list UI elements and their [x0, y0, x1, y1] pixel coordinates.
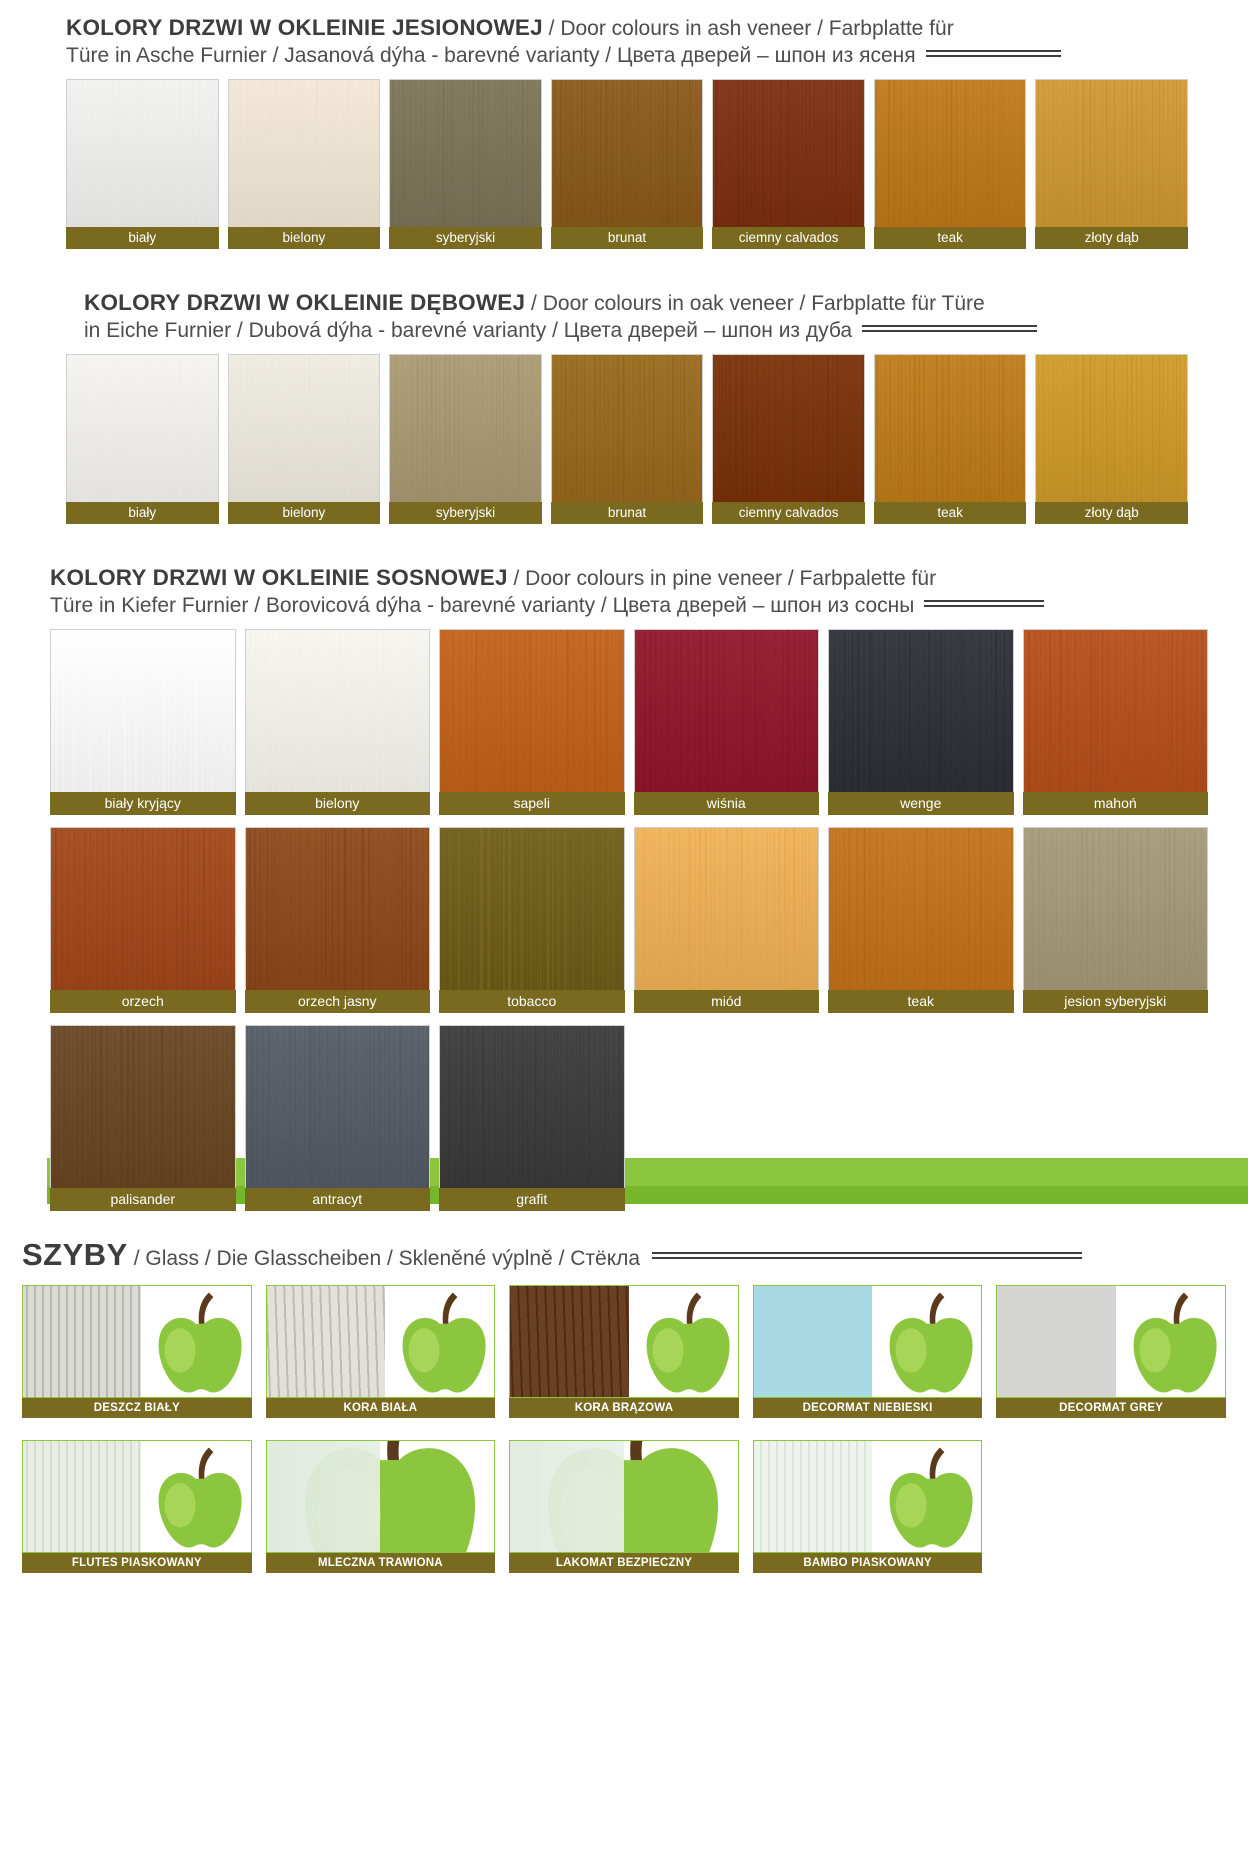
glass-subtitle: / Glass / Die Glasscheiben / Skleněné výplně / Стёкла — [127, 1247, 641, 1270]
pine-swatch-row-3 — [0, 1025, 1248, 1211]
colour-swatch — [1035, 354, 1188, 524]
colour-swatch — [66, 354, 219, 524]
swatch-label: orzech — [50, 990, 236, 1013]
swatch-sample — [50, 827, 236, 990]
section-oak-subtitle: / Door colours in oak veneer / Farbplatte für Türe — [525, 292, 985, 315]
swatch-sample — [439, 1025, 625, 1188]
glass-swatch — [22, 1285, 252, 1418]
swatch-label: tobacco — [439, 990, 625, 1013]
apple-illustration — [872, 1441, 981, 1552]
glass-swatch-label: KORA BIAŁA — [266, 1398, 496, 1418]
apple-photo-area — [872, 1441, 981, 1552]
swatch-sample — [712, 79, 865, 227]
swatch-label: bielony — [228, 502, 381, 524]
heading-line-2 — [66, 42, 1188, 69]
ash-swatch-row — [0, 79, 1248, 249]
glass-row-1 — [0, 1285, 1248, 1418]
apple-illustration — [141, 1286, 250, 1397]
swatch-sample — [634, 629, 820, 792]
colour-swatch — [245, 1025, 431, 1211]
swatch-sample — [551, 79, 704, 227]
glass-row-2 — [0, 1440, 1248, 1573]
colour-swatch — [874, 354, 1027, 524]
apple-illustration — [1116, 1286, 1225, 1397]
glass-pattern-overlay — [754, 1286, 872, 1397]
swatch-sample — [439, 629, 625, 792]
heading-rule — [926, 50, 1061, 57]
section-pine-title-line2: Türe in Kiefer Furnier / Borovicová dýha - barevné varianty / Цвета дверей – шпон из сосны — [50, 594, 915, 617]
swatch-label: grafit — [439, 1188, 625, 1211]
swatch-label: mahoń — [1023, 792, 1209, 815]
swatch-label: teak — [828, 990, 1014, 1013]
swatch-sample — [1035, 354, 1188, 502]
apple-photo-area — [141, 1441, 250, 1552]
glass-sample-image — [266, 1440, 496, 1553]
swatch-label: syberyjski — [389, 227, 542, 249]
colour-swatch — [245, 629, 431, 815]
swatch-label: sapeli — [439, 792, 625, 815]
heading-line-1 — [84, 289, 1188, 317]
glass-swatch-label: FLUTES PIASKOWANY — [22, 1553, 252, 1573]
swatch-spacer — [828, 1025, 1014, 1211]
glass-sample-image — [509, 1440, 739, 1553]
glass-sample-image — [753, 1285, 983, 1398]
swatch-sample — [874, 354, 1027, 502]
apple-illustration — [141, 1441, 250, 1552]
heading-line-1 — [66, 14, 1188, 42]
colour-swatch — [634, 629, 820, 815]
glass-pattern-overlay — [267, 1286, 385, 1397]
glass-sample-image — [996, 1285, 1226, 1398]
colour-swatch — [828, 629, 1014, 815]
swatch-label: wenge — [828, 792, 1014, 815]
section-pine-heading — [0, 564, 1248, 619]
glass-swatch — [22, 1440, 252, 1573]
swatch-sample — [874, 79, 1027, 227]
colour-swatch — [439, 1025, 625, 1211]
glass-sample-image — [22, 1285, 252, 1398]
swatch-label: bielony — [228, 227, 381, 249]
colour-swatch — [551, 79, 704, 249]
section-ash-title-line2: Türe in Asche Furnier / Jasanová dýha - barevné varianty / Цвета дверей – шпон из ясеня — [66, 44, 916, 67]
glass-sample-image — [509, 1285, 739, 1398]
section-oak — [0, 249, 1248, 524]
swatch-sample — [389, 354, 542, 502]
section-ash-heading — [0, 14, 1248, 69]
glass-swatch — [753, 1440, 983, 1573]
heading-line-1 — [50, 564, 1188, 592]
heading-rule — [862, 325, 1037, 332]
swatch-label: ciemny calvados — [712, 227, 865, 249]
section-pine-subtitle: / Door colours in pine veneer / Farbpalette für — [507, 567, 937, 590]
apple-photo-area — [385, 1286, 494, 1397]
glass-title: SZYBY — [22, 1237, 128, 1272]
glass-pattern-overlay — [754, 1441, 872, 1552]
swatch-label: brunat — [551, 227, 704, 249]
glass-sample-image — [266, 1285, 496, 1398]
glass-pattern-overlay — [510, 1286, 628, 1397]
swatch-label: biały — [66, 502, 219, 524]
swatch-sample — [828, 629, 1014, 792]
colour-swatch — [828, 827, 1014, 1013]
section-oak-title: KOLORY DRZWI W OKLEINIE DĘBOWEJ — [84, 290, 526, 315]
swatch-label: ciemny calvados — [712, 502, 865, 524]
swatch-label: miód — [634, 990, 820, 1013]
swatch-label: biały — [66, 227, 219, 249]
glass-swatch-label: DESZCZ BIAŁY — [22, 1398, 252, 1418]
glass-heading — [0, 1237, 1248, 1273]
section-pine — [0, 524, 1248, 1211]
heading-rule — [924, 600, 1044, 607]
apple-illustration — [385, 1286, 494, 1397]
swatch-sample — [66, 79, 219, 227]
glass-sample-image — [753, 1440, 983, 1553]
colour-swatch — [50, 1025, 236, 1211]
colour-swatch — [1023, 827, 1209, 1013]
colour-swatch — [50, 629, 236, 815]
swatch-label: syberyjski — [389, 502, 542, 524]
colour-swatch — [439, 827, 625, 1013]
heading-line-2 — [84, 317, 1188, 344]
swatch-sample — [1023, 629, 1209, 792]
colour-swatch — [228, 79, 381, 249]
glass-swatch — [509, 1440, 739, 1573]
section-ash-subtitle: / Door colours in ash veneer / Farbplatte für — [542, 17, 954, 40]
colour-swatch — [228, 354, 381, 524]
swatch-label: bielony — [245, 792, 431, 815]
swatch-sample — [245, 1025, 431, 1188]
pine-swatch-row-1 — [0, 629, 1248, 815]
colour-swatch — [66, 79, 219, 249]
swatch-sample — [828, 827, 1014, 990]
colour-swatch — [551, 354, 704, 524]
section-ash — [0, 0, 1248, 249]
glass-swatch — [266, 1440, 496, 1573]
apple-photo-area — [872, 1286, 981, 1397]
swatch-sample — [228, 79, 381, 227]
swatch-label: brunat — [551, 502, 704, 524]
swatch-label: teak — [874, 502, 1027, 524]
glass-swatch-label: BAMBO PIASKOWANY — [753, 1553, 983, 1573]
apple-photo-area — [1116, 1286, 1225, 1397]
colour-swatch — [634, 827, 820, 1013]
swatch-sample — [551, 354, 704, 502]
glass-pattern-overlay — [23, 1441, 141, 1552]
swatch-sample — [245, 629, 431, 792]
swatch-label: palisander — [50, 1188, 236, 1211]
swatch-sample — [712, 354, 865, 502]
glass-pattern-overlay — [267, 1441, 381, 1552]
swatch-sample — [50, 1025, 236, 1188]
glass-pattern-overlay — [510, 1441, 624, 1552]
apple-illustration — [629, 1286, 738, 1397]
swatch-sample — [634, 827, 820, 990]
section-oak-title-line2: in Eiche Furnier / Dubová dýha - barevné varianty / Цвета дверей – шпон из дуба — [84, 319, 853, 342]
glass-swatch — [509, 1285, 739, 1418]
swatch-label: złoty dąb — [1035, 227, 1188, 249]
glass-swatch-label: LAKOMAT BEZPIECZNY — [509, 1553, 739, 1573]
colour-swatch — [874, 79, 1027, 249]
colour-swatch — [389, 354, 542, 524]
glass-swatch-label: DECORMAT GREY — [996, 1398, 1226, 1418]
colour-swatch — [1023, 629, 1209, 815]
swatch-sample — [50, 629, 236, 792]
swatch-sample — [389, 79, 542, 227]
swatch-label: antracyt — [245, 1188, 431, 1211]
swatch-label: złoty dąb — [1035, 502, 1188, 524]
swatch-spacer — [634, 1025, 820, 1211]
glass-spacer — [996, 1440, 1226, 1573]
colour-swatch — [389, 79, 542, 249]
swatch-label: wiśnia — [634, 792, 820, 815]
colour-swatch — [245, 827, 431, 1013]
swatch-sample — [1035, 79, 1188, 227]
glass-swatch-label: MLECZNA TRAWIONA — [266, 1553, 496, 1573]
section-glass — [0, 1237, 1248, 1573]
swatch-spacer — [1023, 1025, 1209, 1211]
glass-pattern-overlay — [23, 1286, 141, 1397]
section-oak-heading — [0, 289, 1248, 344]
swatch-sample — [439, 827, 625, 990]
swatch-label: orzech jasny — [245, 990, 431, 1013]
swatch-label: teak — [874, 227, 1027, 249]
swatch-sample — [245, 827, 431, 990]
colour-swatch — [439, 629, 625, 815]
heading-rule — [652, 1252, 1082, 1259]
glass-swatch — [996, 1285, 1226, 1418]
section-pine-title: KOLORY DRZWI W OKLEINIE SOSNOWEJ — [50, 565, 508, 590]
pine-swatch-row-2 — [0, 827, 1248, 1013]
glass-swatch — [753, 1285, 983, 1418]
apple-photo-area — [141, 1286, 250, 1397]
swatch-sample — [66, 354, 219, 502]
swatch-label: biały kryjący — [50, 792, 236, 815]
glass-swatch-label: KORA BRĄZOWA — [509, 1398, 739, 1418]
glass-swatch-label: DECORMAT NIEBIESKI — [753, 1398, 983, 1418]
apple-photo-area — [629, 1286, 738, 1397]
section-ash-title: KOLORY DRZWI W OKLEINIE JESIONOWEJ — [66, 15, 543, 40]
swatch-sample — [1023, 827, 1209, 990]
swatch-label: jesion syberyjski — [1023, 990, 1209, 1013]
apple-illustration — [872, 1286, 981, 1397]
glass-sample-image — [22, 1440, 252, 1553]
swatch-sample — [228, 354, 381, 502]
heading-line-2 — [50, 592, 1188, 619]
colour-swatch — [50, 827, 236, 1013]
colour-swatch — [712, 79, 865, 249]
oak-swatch-row — [0, 354, 1248, 524]
colour-swatch — [1035, 79, 1188, 249]
glass-swatch — [266, 1285, 496, 1418]
glass-pattern-overlay — [997, 1286, 1115, 1397]
colour-swatch — [712, 354, 865, 524]
